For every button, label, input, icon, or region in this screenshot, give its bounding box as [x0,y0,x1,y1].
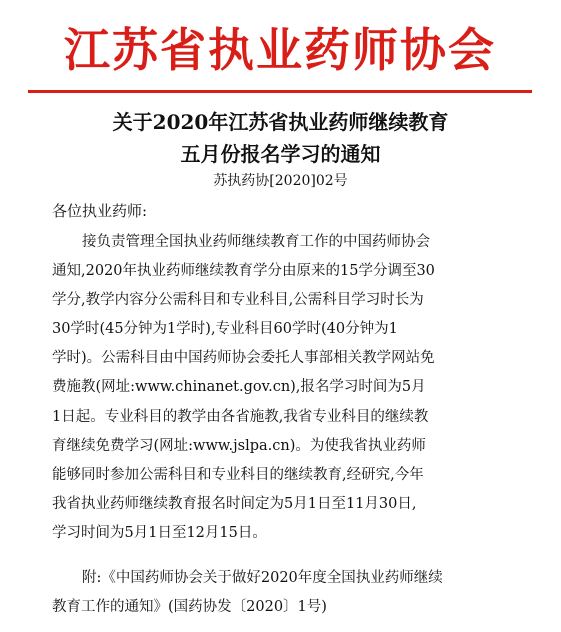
organization-header: 江苏省执业药师协会 [64,23,496,77]
body-line: 接负责管理全国执业药师继续教育工作的中国药师协会 [82,234,430,250]
body-line: 通知,2020年执业药师继续教育学分由原来的15学分调至30 [52,263,435,280]
attachment-line: 教育工作的通知》(国药协发〔2020〕1号) [52,599,327,615]
attachment-line: 附:《中国药师协会关于做好2020年度全国执业药师继续 [82,570,443,586]
notice-title-line-2: 五月份报名学习的通知 [180,142,381,166]
attachment-note [52,564,522,622]
body-line: 育继续免费学习(网址:www.jslpa.cn)。为使我省执业药师 [52,437,426,454]
salutation: 各位执业药师: [52,202,148,220]
body-line: 1日起。专业科目的教学由各省施教,我省专业科目的继续教 [52,408,429,425]
body-line: 学分,教学内容分公需科目和专业科目,公需科目学习时长为 [52,292,424,309]
red-header-rule [28,90,532,93]
notice-title-line-1: 关于2020年江苏省执业药师继续教育 [112,110,449,134]
notice-body [52,228,522,548]
body-line: 费施教(网址:www.chinanet.gov.cn),报名学习时间为5月 [52,379,426,396]
document-number: 苏执药协[2020]02号 [213,173,348,189]
body-line: 学习时间为5月1日至12月15日。 [52,524,267,541]
body-line: 30学时(45分钟为1学时),专业科目60学时(40分钟为1 [52,321,398,338]
body-line: 我省执业药师继续教育报名时间定为5月1日至11月30日, [52,495,417,512]
body-line: 能够同时参加公需科目和专业科目的继续教育,经研究,今年 [52,466,424,483]
body-line: 学时)。公需科目由中国药师协会委托人事部相关教学网站免 [52,350,435,367]
